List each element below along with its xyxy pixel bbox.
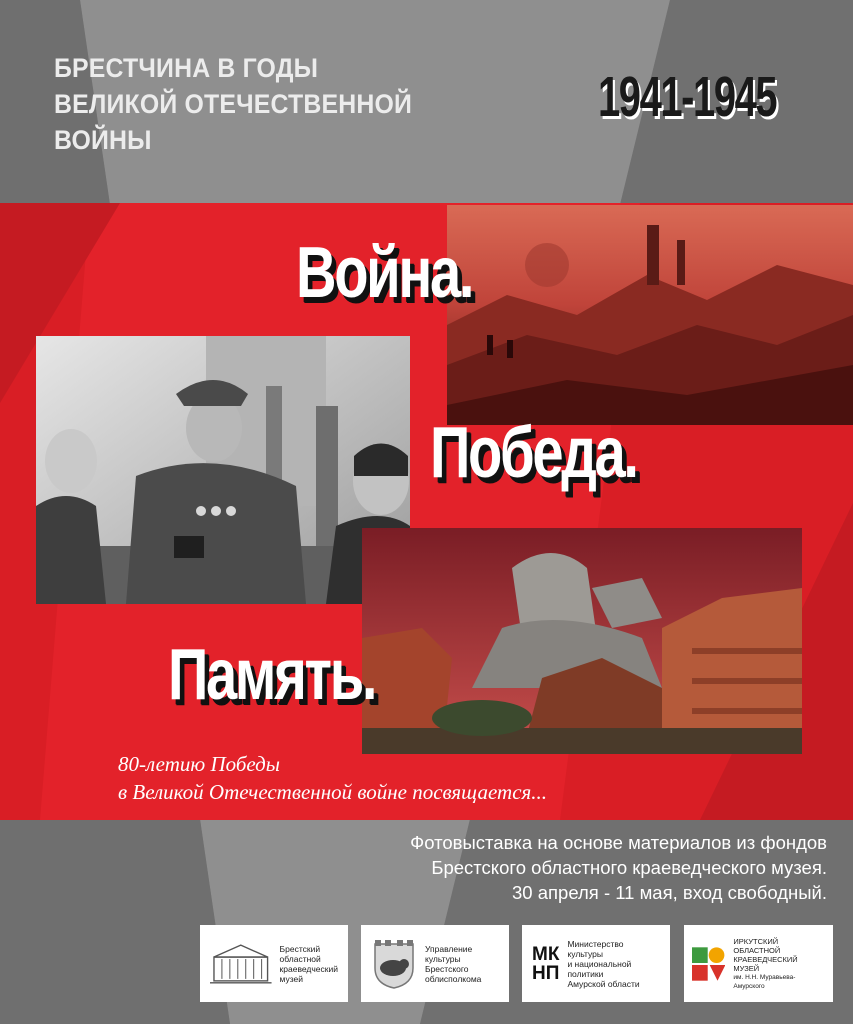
culture-dept-line-1: Управление <box>425 943 473 954</box>
brest-museum-line-1: Брестский <box>279 943 321 954</box>
dedication-text <box>118 750 547 806</box>
photo-ruins <box>447 205 853 425</box>
irkutsk-museum-icon <box>692 947 725 981</box>
dedication-line-2: в Великой Отечественной войне посвящается... <box>118 780 548 804</box>
brest-museum-line-3: краеведческий <box>279 963 338 974</box>
title-line-1: БРЕСТЧИНА В ГОДЫ <box>54 53 319 83</box>
photo-soldiers <box>36 336 410 604</box>
title-line-2: ВЕЛИКОЙ ОТЕЧЕСТВЕННОЙ <box>54 89 413 119</box>
ministry-mark-top: МК <box>532 943 560 965</box>
slogan-victory: Победа. <box>430 413 637 493</box>
info-line-2: Брестского областного краеведческого музея. <box>431 857 827 878</box>
brest-museum-line-2: областной <box>279 953 321 964</box>
photo-memorial <box>362 528 802 754</box>
irkutsk-line-2: ОБЛАСТНОЙ <box>733 945 781 955</box>
irkutsk-line-1: ИРКУТСКИЙ <box>733 936 779 946</box>
logo-culture-dept <box>361 925 509 1002</box>
ministry-line-3: и национальной <box>567 958 632 969</box>
ministry-mark-bottom: НП <box>532 962 560 984</box>
ministry-line-4: политики <box>567 968 604 979</box>
ministry-line-2: культуры <box>567 948 604 959</box>
logo-irkutsk-museum <box>684 925 833 1002</box>
slogan-war: Война. <box>296 233 473 313</box>
slogan-memory: Память. <box>168 635 376 715</box>
brest-museum-line-4: музей <box>279 973 304 984</box>
irkutsk-line-5: им. Н.Н. Муравьева-Амурского <box>733 973 796 990</box>
dedication-line-1: 80-летию Победы <box>118 752 281 776</box>
culture-dept-line-4: облисполкома <box>425 973 482 984</box>
exhibition-title <box>54 50 412 158</box>
info-line-3: 30 апреля - 11 мая, вход свободный. <box>512 882 827 903</box>
title-line-3: ВОЙНЫ <box>54 125 152 155</box>
logo-ministry <box>522 925 670 1002</box>
info-line-1: Фотовыставка на основе материалов из фондов <box>410 832 827 853</box>
irkutsk-line-4: МУЗЕЙ <box>733 963 760 973</box>
ministry-line-5: Амурской области <box>567 978 640 989</box>
ministry-mark <box>532 945 559 983</box>
ministry-line-1: Министерство <box>567 938 624 949</box>
years-label: 1941-1945 <box>598 65 777 129</box>
exhibition-info <box>187 830 827 905</box>
museum-building-icon <box>210 943 272 985</box>
logo-brest-museum <box>200 925 348 1002</box>
culture-dept-line-3: Брестского <box>425 963 469 974</box>
bison-shield-icon <box>371 938 417 990</box>
irkutsk-line-3: КРАЕВЕДЧЕСКИЙ <box>733 954 798 964</box>
culture-dept-line-2: культуры <box>425 953 461 964</box>
